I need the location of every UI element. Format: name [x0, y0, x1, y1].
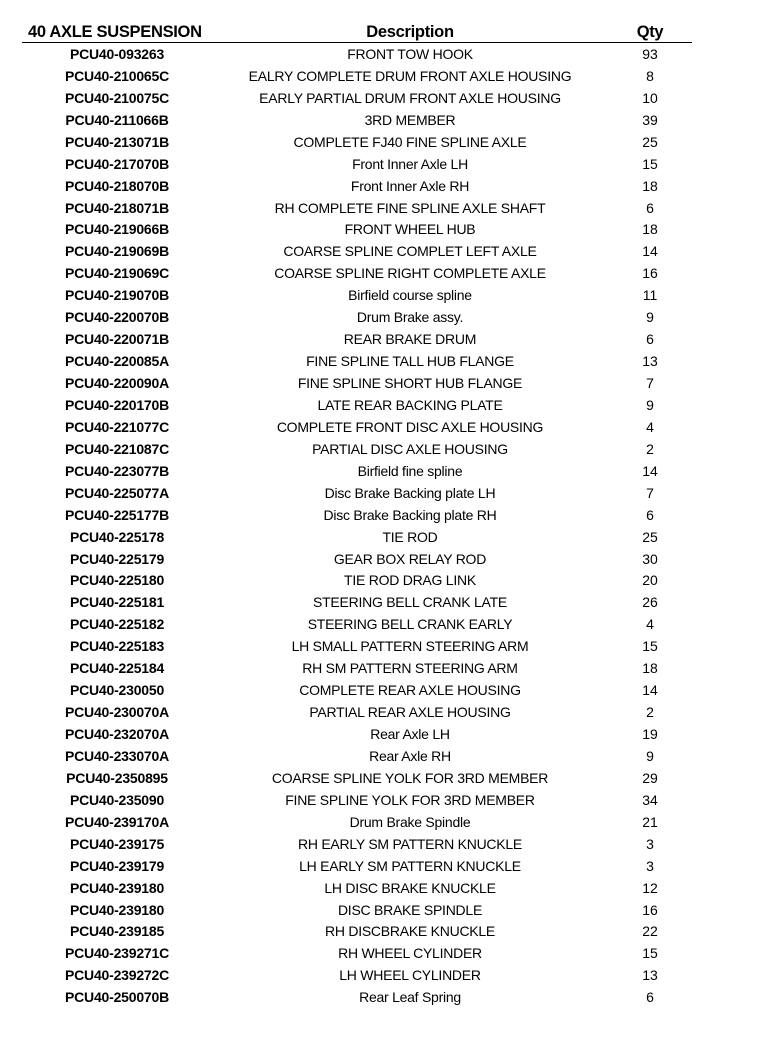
qty-cell: 13 [642, 967, 658, 984]
qty-cell: 14 [642, 462, 658, 479]
part-number-cell: PCU40-223077B [64, 462, 170, 479]
description-cell: TIE ROD DRAG LINK [344, 572, 476, 589]
part-number-cell: PCU40-220071B [64, 331, 170, 348]
table-row [22, 372, 692, 394]
qty-cell: 11 [642, 287, 658, 304]
table-row [22, 635, 692, 657]
part-number-cell: PCU40-220085A [64, 353, 170, 370]
qty-cell: 8 [646, 67, 654, 84]
part-number-cell: PCU40-225178 [69, 528, 165, 545]
part-number-cell: PCU40-211066B [65, 111, 169, 128]
table-row [22, 591, 692, 613]
qty-cell: 30 [642, 550, 658, 567]
part-number-cell: PCU40-219070B [64, 287, 170, 304]
table-row [22, 153, 692, 175]
qty-cell: 20 [642, 572, 658, 589]
description-cell: Disc Brake Backing plate RH [323, 506, 497, 523]
table-row [22, 679, 692, 701]
description-cell: COARSE SPLINE RIGHT COMPLETE AXLE [274, 265, 546, 282]
part-number-cell: PCU40-225077A [64, 484, 170, 501]
description-cell: FRONT TOW HOOK [347, 45, 473, 62]
description-cell: Front Inner Axle LH [352, 155, 468, 172]
part-number-cell: PCU40-239170A [64, 813, 170, 830]
description-cell: FINE SPLINE SHORT HUB FLANGE [297, 375, 523, 392]
qty-cell: 4 [646, 616, 654, 633]
part-number-cell: PCU40-221077C [64, 418, 170, 435]
table-row [22, 416, 692, 438]
part-number-cell: PCU40-225177B [64, 506, 170, 523]
description-cell: DISC BRAKE SPINDLE [337, 901, 483, 918]
description-cell: Rear Leaf Spring [359, 989, 461, 1006]
table-row [22, 657, 692, 679]
description-cell: RH EARLY SM PATTERN KNUCKLE [297, 835, 523, 852]
description-cell: Front Inner Axle RH [350, 177, 470, 194]
description-column-header: Description [366, 23, 454, 41]
part-number-cell: PCU40-239271C [64, 945, 170, 962]
qty-cell: 7 [646, 484, 654, 501]
table-row [22, 65, 692, 87]
qty-cell: 13 [642, 353, 658, 370]
qty-cell: 7 [646, 375, 654, 392]
table-row [22, 87, 692, 109]
qty-cell: 25 [642, 528, 658, 545]
part-number-cell: PCU40-235090 [69, 791, 165, 808]
description-cell: LH SMALL PATTERN STEERING ARM [291, 638, 529, 655]
description-cell: COARSE SPLINE YOLK FOR 3RD MEMBER [271, 769, 549, 786]
description-cell: LH EARLY SM PATTERN KNUCKLE [299, 857, 521, 874]
qty-cell: 3 [646, 857, 654, 874]
qty-cell: 29 [642, 769, 658, 786]
part-number-cell: PCU40-225183 [69, 638, 165, 655]
description-cell: LATE REAR BACKING PLATE [317, 396, 503, 413]
part-number-cell: PCU40-225182 [69, 616, 165, 633]
qty-cell: 18 [642, 221, 658, 238]
qty-cell: 15 [642, 945, 658, 962]
qty-cell: 9 [646, 396, 654, 413]
table-row [22, 855, 692, 877]
table-row [22, 613, 692, 635]
description-cell: FINE SPLINE YOLK FOR 3RD MEMBER [285, 791, 535, 808]
parts-table [22, 20, 692, 1008]
table-row [22, 43, 692, 65]
qty-cell: 6 [646, 989, 654, 1006]
table-row [22, 723, 692, 745]
description-cell: 3RD MEMBER [364, 111, 456, 128]
part-number-cell: PCU40-233070A [64, 747, 170, 764]
table-row [22, 394, 692, 416]
part-number-cell: PCU40-225184 [69, 660, 165, 677]
description-cell: RH DISCBRAKE KNUCKLE [324, 923, 496, 940]
qty-cell: 34 [642, 791, 658, 808]
description-cell: Rear Axle RH [369, 747, 451, 764]
table-row [22, 548, 692, 570]
description-cell: RH WHEEL CYLINDER [338, 945, 482, 962]
part-number-cell: PCU40-093263 [69, 45, 165, 62]
table-row [22, 526, 692, 548]
part-number-cell: PCU40-239185 [69, 923, 165, 940]
part-number-cell: PCU40-239180 [69, 901, 165, 918]
part-number-cell: PCU40-239175 [69, 835, 165, 852]
part-number-cell: PCU40-218071B [64, 199, 170, 216]
description-cell: LH DISC BRAKE KNUCKLE [324, 879, 496, 896]
qty-cell: 4 [646, 418, 654, 435]
qty-cell: 14 [642, 682, 658, 699]
table-row [22, 131, 692, 153]
description-cell: EALRY COMPLETE DRUM FRONT AXLE HOUSING [248, 67, 572, 84]
table-row [22, 942, 692, 964]
part-number-cell: PCU40-219066B [64, 221, 170, 238]
section-title: 40 AXLE SUSPENSION [28, 23, 202, 41]
part-number-cell: PCU40-219069B [64, 243, 170, 260]
description-cell: Birfield fine spline [357, 462, 463, 479]
qty-cell: 6 [646, 199, 654, 216]
part-number-cell: PCU40-217070B [64, 155, 170, 172]
description-cell: RH SM PATTERN STEERING ARM [302, 660, 518, 677]
description-cell: COMPLETE FJ40 FINE SPLINE AXLE [293, 133, 527, 150]
table-row [22, 877, 692, 899]
description-cell: RH COMPLETE FINE SPLINE AXLE SHAFT [274, 199, 546, 216]
table-row [22, 197, 692, 219]
description-cell: Disc Brake Backing plate LH [324, 484, 496, 501]
description-cell: STEERING BELL CRANK EARLY [307, 616, 513, 633]
qty-cell: 6 [646, 506, 654, 523]
qty-cell: 16 [642, 901, 658, 918]
table-row [22, 570, 692, 592]
part-number-cell: PCU40-225180 [69, 572, 165, 589]
part-number-cell: PCU40-220090A [64, 375, 170, 392]
part-number-cell: PCU40-225181 [69, 594, 165, 611]
qty-cell: 16 [642, 265, 658, 282]
table-header [22, 20, 692, 43]
part-number-cell: PCU40-239272C [64, 967, 170, 984]
part-number-cell: PCU40-230070A [64, 704, 170, 721]
qty-cell: 6 [646, 331, 654, 348]
qty-cell: 18 [642, 660, 658, 677]
description-cell: PARTIAL REAR AXLE HOUSING [309, 704, 511, 721]
description-cell: Drum Brake Spindle [349, 813, 471, 830]
description-cell: GEAR BOX RELAY ROD [333, 550, 487, 567]
qty-cell: 2 [646, 440, 654, 457]
table-row [22, 262, 692, 284]
qty-column-header: Qty [636, 23, 664, 41]
table-row [22, 219, 692, 241]
qty-cell: 9 [646, 309, 654, 326]
table-body [22, 43, 692, 1008]
qty-cell: 14 [642, 243, 658, 260]
description-cell: REAR BRAKE DRUM [343, 331, 477, 348]
description-cell: TIE ROD [382, 528, 438, 545]
part-number-cell: PCU40-218070B [64, 177, 170, 194]
table-row [22, 438, 692, 460]
qty-cell: 22 [642, 923, 658, 940]
part-number-cell: PCU40-239180 [69, 879, 165, 896]
qty-cell: 93 [642, 45, 658, 62]
description-cell: STEERING BELL CRANK LATE [313, 594, 507, 611]
table-row [22, 811, 692, 833]
table-row [22, 789, 692, 811]
description-cell: PARTIAL DISC AXLE HOUSING [312, 440, 508, 457]
qty-cell: 19 [642, 726, 658, 743]
table-row [22, 306, 692, 328]
qty-cell: 15 [642, 638, 658, 655]
table-row [22, 921, 692, 943]
table-row [22, 504, 692, 526]
qty-cell: 18 [642, 177, 658, 194]
qty-cell: 25 [642, 133, 658, 150]
qty-cell: 26 [642, 594, 658, 611]
part-number-cell: PCU40-2350895 [66, 769, 168, 786]
part-number-cell: PCU40-239179 [69, 857, 165, 874]
qty-cell: 3 [646, 835, 654, 852]
description-cell: EARLY PARTIAL DRUM FRONT AXLE HOUSING [259, 89, 561, 106]
qty-cell: 12 [642, 879, 658, 896]
table-row [22, 175, 692, 197]
description-cell: FINE SPLINE TALL HUB FLANGE [306, 353, 514, 370]
description-cell: Drum Brake assy. [356, 309, 464, 326]
qty-cell: 9 [646, 747, 654, 764]
description-cell: COMPLETE REAR AXLE HOUSING [299, 682, 521, 699]
part-number-cell: PCU40-210075C [64, 89, 170, 106]
part-number-cell: PCU40-213071B [64, 133, 170, 150]
table-row [22, 986, 692, 1008]
description-cell: COARSE SPLINE COMPLET LEFT AXLE [283, 243, 537, 260]
table-row [22, 833, 692, 855]
table-row [22, 328, 692, 350]
table-row [22, 460, 692, 482]
qty-cell: 21 [642, 813, 658, 830]
table-row [22, 899, 692, 921]
qty-cell: 15 [642, 155, 658, 172]
table-row [22, 745, 692, 767]
description-cell: COMPLETE FRONT DISC AXLE HOUSING [276, 418, 544, 435]
table-row [22, 240, 692, 262]
description-cell: Birfield course spline [348, 287, 472, 304]
table-row [22, 767, 692, 789]
description-cell: LH WHEEL CYLINDER [339, 967, 481, 984]
qty-cell: 10 [642, 89, 658, 106]
table-row [22, 284, 692, 306]
description-cell: FRONT WHEEL HUB [344, 221, 476, 238]
part-number-cell: PCU40-210065C [64, 67, 170, 84]
table-row [22, 701, 692, 723]
part-number-cell: PCU40-250070B [64, 989, 170, 1006]
part-number-cell: PCU40-220070B [64, 309, 170, 326]
part-number-cell: PCU40-220170B [64, 396, 170, 413]
part-number-cell: PCU40-232070A [64, 726, 170, 743]
part-number-cell: PCU40-221087C [64, 440, 170, 457]
qty-cell: 39 [642, 111, 658, 128]
table-row [22, 964, 692, 986]
table-row [22, 350, 692, 372]
description-cell: Rear Axle LH [370, 726, 450, 743]
part-number-cell: PCU40-219069C [64, 265, 170, 282]
table-row [22, 482, 692, 504]
table-row [22, 109, 692, 131]
part-number-cell: PCU40-225179 [69, 550, 165, 567]
qty-cell: 2 [646, 704, 654, 721]
part-number-cell: PCU40-230050 [69, 682, 165, 699]
